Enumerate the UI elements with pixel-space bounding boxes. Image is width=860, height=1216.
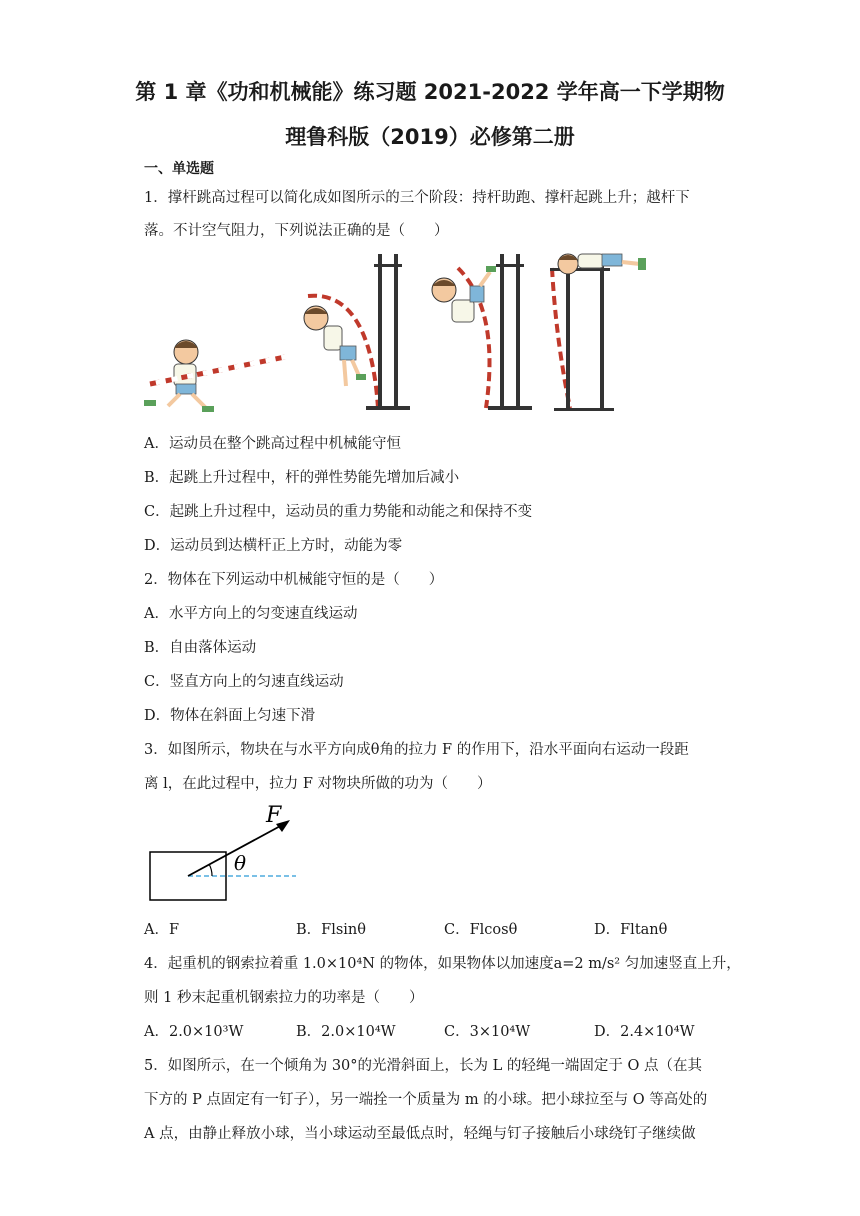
q3-option-d: D．Fltanθ xyxy=(594,922,668,938)
q2-option-b: B．自由落体运动 xyxy=(144,640,257,656)
q4-stem-line1: 4．起重机的钢索拉着重 1.0×10⁴N 的物体，如果物体以加速度a=2 m/s² 匀加速竖直上升， xyxy=(144,956,741,972)
q4-option-d: D．2.4×10⁴W xyxy=(594,1024,695,1040)
pole-vault-figure xyxy=(140,250,660,420)
q1-option-c: C．起跳上升过程中，运动员的重力势能和动能之和保持不变 xyxy=(144,504,533,520)
upright-1-icon xyxy=(366,254,410,410)
q5-stem-line1: 5．如图所示，在一个倾角为 30°的光滑斜面上，长为 L 的轻绳一端固定于 O 点（在其 xyxy=(144,1058,702,1074)
q2-option-d: D．物体在斜面上匀速下滑 xyxy=(144,708,316,724)
q3-option-a: A．F xyxy=(144,922,180,938)
q3-option-c: C．Flcosθ xyxy=(444,922,518,938)
q2-option-a: A．水平方向上的匀变速直线运动 xyxy=(144,606,358,622)
q3-stem-line2: 离 l，在此过程中，拉力 F 对物块所做的功为（ ） xyxy=(144,776,492,792)
section-heading: 一、单选题 xyxy=(144,161,214,177)
q1-stem-line2: 落。不计空气阻力，下列说法正确的是（ ） xyxy=(144,223,449,239)
title-line-2: 理鲁科版（2019）必修第二册 xyxy=(285,125,575,149)
q4-stem-line2: 则 1 秒末起重机钢索拉力的功率是（ ） xyxy=(144,990,424,1006)
q5-stem-line3: A 点，由静止释放小球，当小球运动至最低点时，轻绳与钉子接触后小球绕钉子继续做 xyxy=(144,1126,696,1142)
q1-option-b: B．起跳上升过程中，杆的弹性势能先增加后减小 xyxy=(144,470,460,486)
force-block-figure xyxy=(146,800,306,904)
q4-option-c: C．3×10⁴W xyxy=(444,1024,531,1040)
q2-option-c: C．竖直方向上的匀速直线运动 xyxy=(144,674,344,690)
jumper-over-bar-icon xyxy=(550,254,646,411)
angle-arc xyxy=(209,864,212,876)
force-label: F xyxy=(266,803,282,828)
q3-option-b: B．Flsinθ xyxy=(296,922,367,938)
q1-option-d: D．运动员到达横杆正上方时，动能为零 xyxy=(144,538,403,554)
q4-option-a: A．2.0×10³W xyxy=(144,1024,244,1040)
runner-icon xyxy=(144,340,290,412)
title-line-1: 第 1 章《功和机械能》练习题 2021-2022 学年高一下学期物 xyxy=(135,80,725,104)
q1-option-a: A．运动员在整个跳高过程中机械能守恒 xyxy=(144,436,401,452)
q2-stem: 2．物体在下列运动中机械能守恒的是（ ） xyxy=(144,572,444,588)
jumper-swing-icon xyxy=(432,266,496,408)
q1-stem-line1: 1．撑杆跳高过程可以简化成如图所示的三个阶段：持杆助跑、撑杆起跳上升；越杆下 xyxy=(144,190,690,206)
jumper-takeoff-icon xyxy=(304,296,378,408)
q4-option-b: B．2.0×10⁴W xyxy=(296,1024,396,1040)
q3-stem-line1: 3．如图所示，物块在与水平方向成θ角的拉力 F 的作用下，沿水平面向右运动一段距 xyxy=(144,742,689,758)
upright-2-icon xyxy=(488,254,532,410)
angle-label: θ xyxy=(234,851,247,875)
q5-stem-line2: 下方的 P 点固定有一钉子），另一端拴一个质量为 m 的小球。把小球拉至与 O 等高处的 xyxy=(144,1092,708,1108)
